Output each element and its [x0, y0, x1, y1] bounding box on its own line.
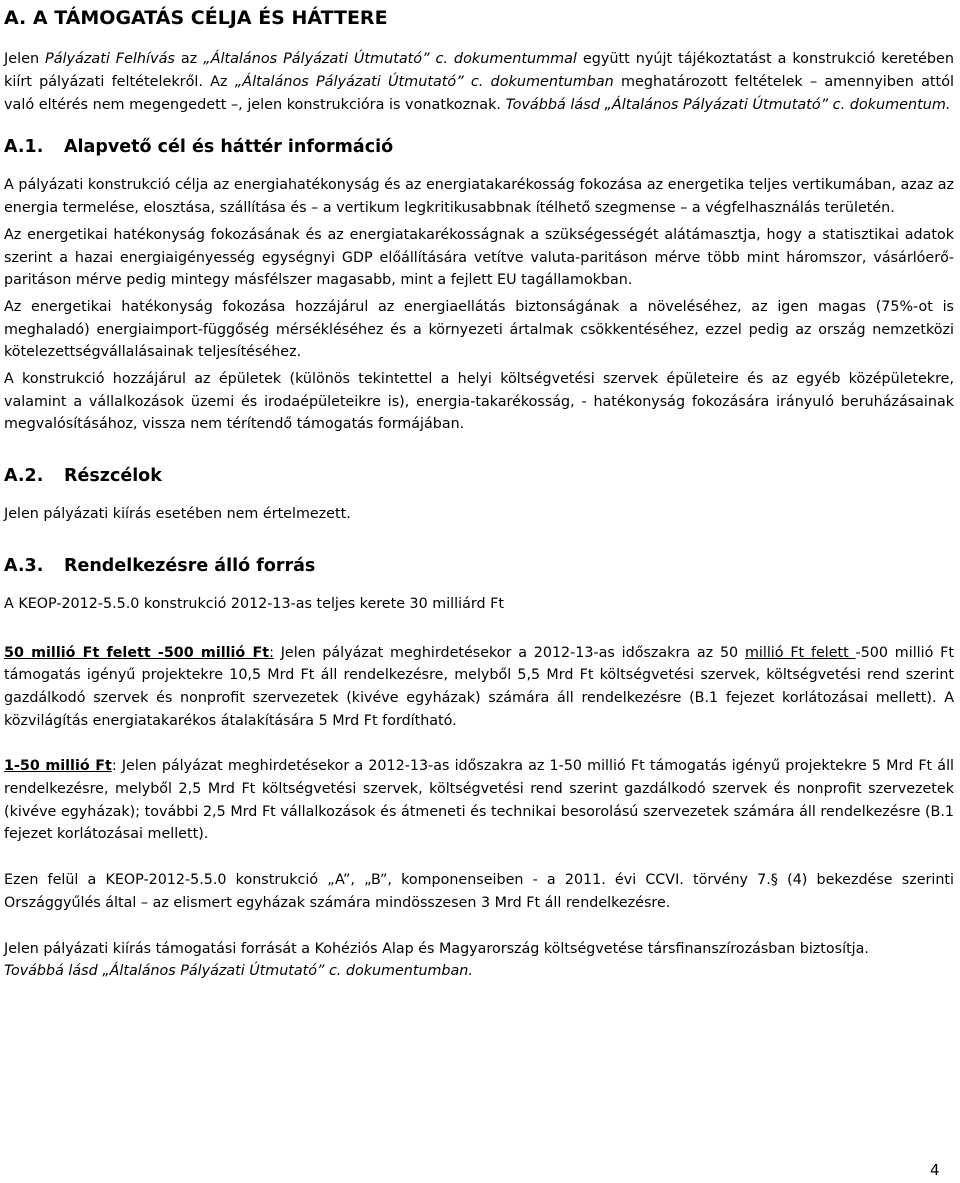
intro-text: az: [174, 51, 204, 67]
intro-text: meghatározott feltételek – amennyiben attól való eltérés nem megengedett –, jelen konstrukcióra is vonatkoznak.: [4, 73, 955, 113]
a1-paragraph-2: Az energetikai hatékonyság fokozásának és az energiatakarékosságnak a szükségességét alátámasztja, hogy a statisztikai adatok szerint a hazai energiaigényesség egységnyi GDP előállítására vetítve valuta-paritáson mérve több mint háromszor, vásárlóerő-paritáson mérve pedig mintegy másfélszer magasabb, mint a fejlett EU tagállamokban.: [4, 226, 954, 289]
a3-underlined-text: millió Ft felett: [744, 644, 856, 661]
a3-total-budget: A KEOP-2012-5.5.0 konstrukció 2012-13-as teljes kerete 30 milliárd Ft: [4, 595, 504, 612]
intro-ref-felhivas: Pályázati Felhívás: [45, 51, 175, 67]
intro-ref-utmutato: „Általános Pályázati Útmutató” c. dokumentumban: [234, 73, 614, 90]
section-a2-heading: [4, 464, 954, 488]
intro-text: Jelen: [4, 51, 46, 67]
section-a1-heading: [4, 135, 954, 159]
intro-ref-utmutato: „Általános Pályázati Útmutató” c. dokumentummal: [203, 51, 577, 67]
intro-text: együtt nyújt tájékoztatást a konstrukció keretében kiírt pályázati feltételekről. Az: [4, 51, 954, 90]
section-title: Részcélok: [64, 466, 162, 487]
section-title: Rendelkezésre álló forrás: [64, 555, 316, 576]
a3-paragraph-funding-source: Jelen pályázati kiírás támogatási forrását a Kohéziós Alap és Magyarország költségvetése társfinanszírozásban biztosítja.: [4, 940, 869, 957]
page-number: 4: [930, 1161, 940, 1179]
document-page: [4, 0, 954, 983]
budget-tier-label: 50 millió Ft felett -500 millió Ft: [4, 644, 270, 661]
section-number: A.2.: [4, 466, 44, 487]
intro-paragraph: [4, 48, 954, 116]
a3-see-also: Továbbá lásd „Általános Pályázati Útmutató” c. dokumentumban.: [4, 963, 473, 980]
a2-paragraph-1: Jelen pályázati kiírás esetében nem értelmezett.: [4, 506, 351, 523]
a3-text: -500 millió Ft támogatás igényű projektekre 10,5 Mrd Ft áll rendelkezésre, melyből 5,5 Mrd Ft költségvetési szervek, költségvetési rend szerint gazdálkodó szervek és nonprofit szervezetek (kivéve egyházak) számára áll rendelkezésre (B.1 fejezet korlátozásai mellett). A közvilágítás energiatakarékos átalakítására 5 Mrd Ft fordítható.: [4, 644, 954, 729]
section-number: A.1.: [4, 137, 44, 158]
a1-paragraph-1: A pályázati konstrukció célja az energiahatékonyság és az energiatakarékosság fokozása az energetika teljes vertikumában, azaz az energia termelése, elosztása, szállítása és – a vertikum legkritikusabbnak ítélhető szegmense – a végfelhasználás területén.: [4, 177, 954, 217]
section-title: Alapvető cél és háttér információ: [64, 137, 394, 158]
section-number: A.3.: [4, 555, 44, 576]
main-title: A. A TÁMOGATÁS CÉLJA ÉS HÁTTERE: [4, 7, 388, 29]
a1-paragraph-3: Az energetikai hatékonyság fokozása hozzájárul az energiaellátás biztonságának a növeléséhez, az igen magas (75%-ot is meghaladó) energiaimport-függőség mérsékléséhez és a környezeti ártalmak csökkentéséhez, ezzel pedig az ország nemzetközi kötelezettségvállalásainak teljesítéséhez.: [4, 298, 954, 361]
a3-paragraph-1-50: [4, 755, 954, 846]
a1-paragraph-4: A konstrukció hozzájárul az épületek (különös tekintettel a helyi költségvetési szervek épületeire és az egyéb középületekre, valamint a vállalkozások üzemi és irodaépületeikre is), energia-takarékosság, - hatékonyság fokozására irányuló beruházásainak megvalósításához, vissza nem térítendő támogatás formájában.: [4, 371, 954, 433]
a3-paragraph-churches: Ezen felül a KEOP-2012-5.5.0 konstrukció „A”, „B”, komponenseiben - a 2011. évi CCVI. törvény 7.§ (4) bekezdése szerinti Országgyűlés által – az elismert egyházak számára mindösszesen 3 Mrd Ft áll rendelkezésre.: [4, 872, 954, 911]
budget-tier-colon: :: [269, 644, 274, 661]
a3-paragraph-50-500: [4, 642, 954, 733]
section-a3-heading: [4, 554, 954, 578]
a3-text: Jelen pályázat meghirdetésekor a 2012-13-as időszakra az 50: [273, 644, 745, 661]
a3-text: : Jelen pályázat meghirdetésekor a 2012-13-as időszakra az 1-50 millió Ft támogatás igényű projektekre 5 Mrd Ft áll rendelkezésre, melyből 2,5 Mrd Ft költségvetési szervek, költségvetési rend szerint gazdálkodó szervek és nonprofit szervezetek (kivéve egyházak); további 2,5 Mrd Ft vállalkozások és átmeneti és technikai besorolású szervezetek számára áll rendelkezésre (B.1 fejezet korlátozásai mellett).: [4, 758, 955, 843]
intro-see-also: Továbbá lásd „Általános Pályázati Útmutató” c. dokumentum.: [505, 96, 951, 113]
budget-tier-label: 1-50 millió Ft: [4, 758, 112, 775]
